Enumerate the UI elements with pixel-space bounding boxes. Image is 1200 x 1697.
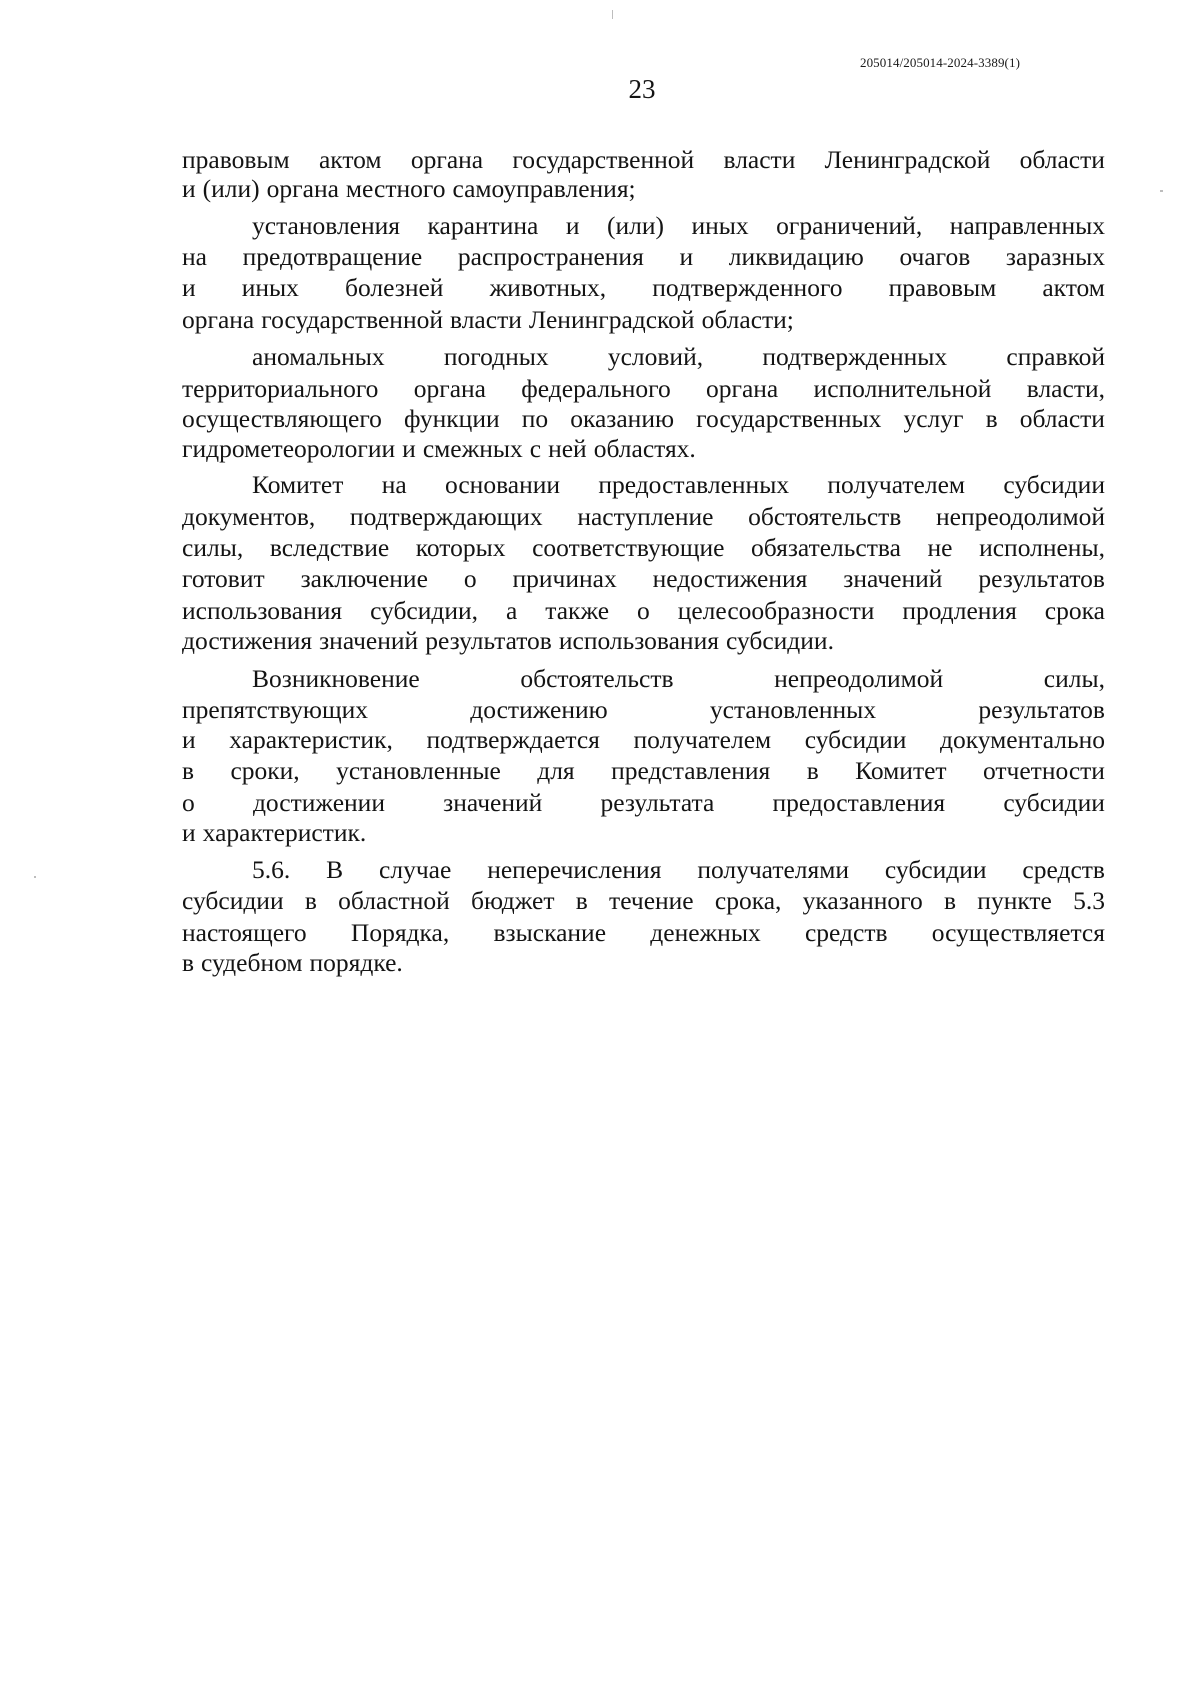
word: распространения (457, 242, 644, 271)
word: Ленинградской (528, 305, 695, 334)
word: и (182, 273, 196, 302)
word: характеристик. (202, 818, 367, 847)
word: судебном (201, 948, 303, 977)
body-text-line (182, 303, 1105, 337)
word: получателем (633, 725, 772, 754)
word: аномальных (252, 342, 385, 371)
word: о (182, 788, 195, 817)
word: в (182, 756, 195, 785)
word: течение (609, 886, 694, 915)
word: области; (701, 305, 794, 334)
body-text-line (182, 240, 1105, 274)
word: направленных (949, 211, 1105, 240)
word: и (182, 818, 196, 847)
word: и (182, 174, 196, 203)
word: достижению (470, 695, 608, 724)
word: болезней (345, 273, 444, 302)
word: субсидии (804, 725, 907, 754)
word: достижения (182, 626, 313, 655)
word: правовым (888, 273, 997, 302)
word: В (326, 855, 344, 884)
word: органа (706, 374, 779, 403)
word: указанного (802, 886, 923, 915)
word: Ленинградской (824, 145, 991, 174)
word: области (1019, 404, 1105, 433)
word: ней (548, 434, 587, 463)
word: порядке. (309, 948, 403, 977)
word: получателем (827, 470, 966, 499)
word: предоставления (772, 788, 946, 817)
word: субсидии (182, 886, 284, 915)
word: для (537, 756, 575, 785)
word: в (944, 886, 957, 915)
word: обязательства (751, 533, 901, 562)
word: результатов (978, 564, 1105, 593)
word: власти (723, 145, 796, 174)
word: территориального (182, 374, 379, 403)
body-text-line (182, 786, 1105, 820)
word: условий, (607, 342, 704, 371)
scan-speck (612, 10, 613, 19)
word: подтверждающих (349, 502, 543, 531)
word: подтвержденных (762, 342, 948, 371)
word: оказанию (570, 404, 675, 433)
word: самоуправления; (452, 174, 636, 203)
word: непреодолимой (774, 664, 944, 693)
body-text-line (252, 662, 1105, 696)
body-text-line (182, 594, 1105, 628)
word: срока (1044, 596, 1105, 625)
body-text-line (182, 884, 1105, 918)
word: Комитет (252, 470, 344, 499)
word: погодных (443, 342, 549, 371)
word: бюджет (471, 886, 555, 915)
word: пункте (977, 886, 1052, 915)
word: (или) (606, 211, 664, 240)
word: на (381, 470, 407, 499)
word: услуг (903, 404, 964, 433)
word: органа (266, 174, 339, 203)
word: заключение (300, 564, 428, 593)
word: средств (1022, 855, 1105, 884)
word: субсидии. (725, 626, 834, 655)
word: органа (410, 145, 484, 174)
word: субсидии (884, 855, 987, 884)
word: взыскание (493, 918, 607, 947)
body-text-line (252, 340, 1105, 374)
word: осуществляющего (182, 404, 382, 433)
word: настоящего (182, 918, 307, 947)
word: субсидии (1003, 470, 1105, 499)
word: представления (611, 756, 771, 785)
body-text-line (182, 271, 1105, 305)
word: в (304, 886, 317, 915)
word: подтверждается (426, 725, 600, 754)
word: 5.3 (1073, 886, 1105, 915)
body-text-line (182, 693, 1105, 727)
word: в (806, 756, 819, 785)
word: ликвидацию (728, 242, 864, 271)
body-text-line (182, 816, 1105, 850)
body-text-line (182, 624, 1105, 658)
scan-speck (1160, 190, 1163, 192)
word: (или) (202, 174, 260, 203)
word: денежных (650, 918, 761, 947)
word: результатов (425, 626, 552, 655)
word: наступление (577, 502, 714, 531)
word: достижении (252, 788, 385, 817)
body-text-line (182, 531, 1105, 565)
word: и (402, 434, 416, 463)
word: власти, (1026, 374, 1105, 403)
word: установления (252, 211, 401, 240)
word: непреодолимой (936, 502, 1105, 531)
word: гидрометеорологии (182, 434, 396, 463)
word: недостижения (652, 564, 808, 593)
word: целесообразности (677, 596, 875, 625)
word: исполнительной (813, 374, 992, 403)
word: использования (182, 596, 343, 625)
word: актом (1042, 273, 1105, 302)
word: обстоятельств (520, 664, 674, 693)
word: предоставленных (598, 470, 790, 499)
word: случае (379, 855, 452, 884)
word: функции (404, 404, 500, 433)
body-text-line (182, 916, 1105, 950)
page-number: 23 (628, 74, 656, 104)
word: срока, (714, 886, 782, 915)
word: обстоятельств (748, 502, 902, 531)
word: установленных (709, 695, 877, 724)
word: а (506, 596, 518, 625)
word: смежных (422, 434, 523, 463)
word: животных, (489, 273, 607, 302)
word: отчетности (982, 756, 1105, 785)
word: в (575, 886, 588, 915)
word: Комитет (855, 756, 947, 785)
word: местного (345, 174, 446, 203)
word: справкой (1006, 342, 1105, 371)
word: государственной (512, 145, 695, 174)
body-text-line (182, 432, 1105, 466)
word: Порядка, (350, 918, 450, 947)
body-text-line (252, 468, 1105, 502)
word: документов, (182, 502, 316, 531)
word: неперечисления (487, 855, 662, 884)
word: использования (558, 626, 719, 655)
word: по (521, 404, 549, 433)
word: и (182, 725, 196, 754)
body-text-line (252, 853, 1105, 887)
word: сроки, (230, 756, 300, 785)
word: органа (182, 305, 255, 334)
scan-speck (34, 876, 36, 878)
word: субсидии, (370, 596, 479, 625)
word: иных (691, 211, 749, 240)
word: и (565, 211, 580, 240)
word: силы, (1043, 664, 1105, 693)
word: 5.6. (252, 855, 291, 884)
word: с (529, 434, 542, 463)
body-text-line (182, 372, 1105, 406)
word: федерального (521, 374, 671, 403)
word: значений (443, 788, 543, 817)
word: характеристик, (229, 725, 393, 754)
word: заразных (1005, 242, 1105, 271)
word: исполнены, (979, 533, 1105, 562)
word: осуществляется (931, 918, 1105, 947)
word: иных (241, 273, 299, 302)
word: предотвращение (242, 242, 423, 271)
word: документально (939, 725, 1105, 754)
word: правовым (182, 145, 290, 174)
word: получателями (697, 855, 850, 884)
word: основании (444, 470, 561, 499)
word: препятствующих (182, 695, 369, 724)
word: очагов (899, 242, 971, 271)
word: в (985, 404, 998, 433)
word: карантина (427, 211, 539, 240)
word: Возникновение (252, 664, 420, 693)
word: подтвержденного (652, 273, 843, 302)
word: актом (318, 145, 382, 174)
document-registration-number: 205014/205014-2024-3389(1) (859, 55, 1020, 70)
word: вследствие (269, 533, 390, 562)
word: также (545, 596, 610, 625)
word: установленные (336, 756, 501, 785)
word: значений (319, 626, 419, 655)
word: и (679, 242, 694, 271)
word: средств (804, 918, 888, 947)
word: не (927, 533, 953, 562)
word: продления (902, 596, 1017, 625)
word: соответствующие (532, 533, 725, 562)
word: которых (415, 533, 506, 562)
word: государственной (261, 305, 443, 334)
body-text-line (182, 500, 1105, 534)
word: о (463, 564, 477, 593)
word: значений (843, 564, 943, 593)
word: органа (413, 374, 486, 403)
word: субсидии (1003, 788, 1105, 817)
word: областях. (593, 434, 696, 463)
word: готовит (182, 564, 265, 593)
word: области (1019, 145, 1105, 174)
word: власти (450, 305, 522, 334)
word: в (182, 948, 195, 977)
body-text-line (182, 172, 1105, 206)
word: ограничений, (776, 211, 923, 240)
word: причинах (512, 564, 617, 593)
body-text-line (182, 754, 1105, 788)
word: силы, (182, 533, 244, 562)
word: о (637, 596, 650, 625)
word: результата (600, 788, 715, 817)
word: результатов (978, 695, 1105, 724)
word: на (182, 242, 207, 271)
word: областной (338, 886, 450, 915)
word: государственных (696, 404, 882, 433)
body-text-line (252, 209, 1105, 243)
body-text-line (182, 402, 1105, 436)
body-text-line (182, 946, 1105, 980)
body-text-line (182, 562, 1105, 596)
body-text-line (182, 723, 1105, 757)
